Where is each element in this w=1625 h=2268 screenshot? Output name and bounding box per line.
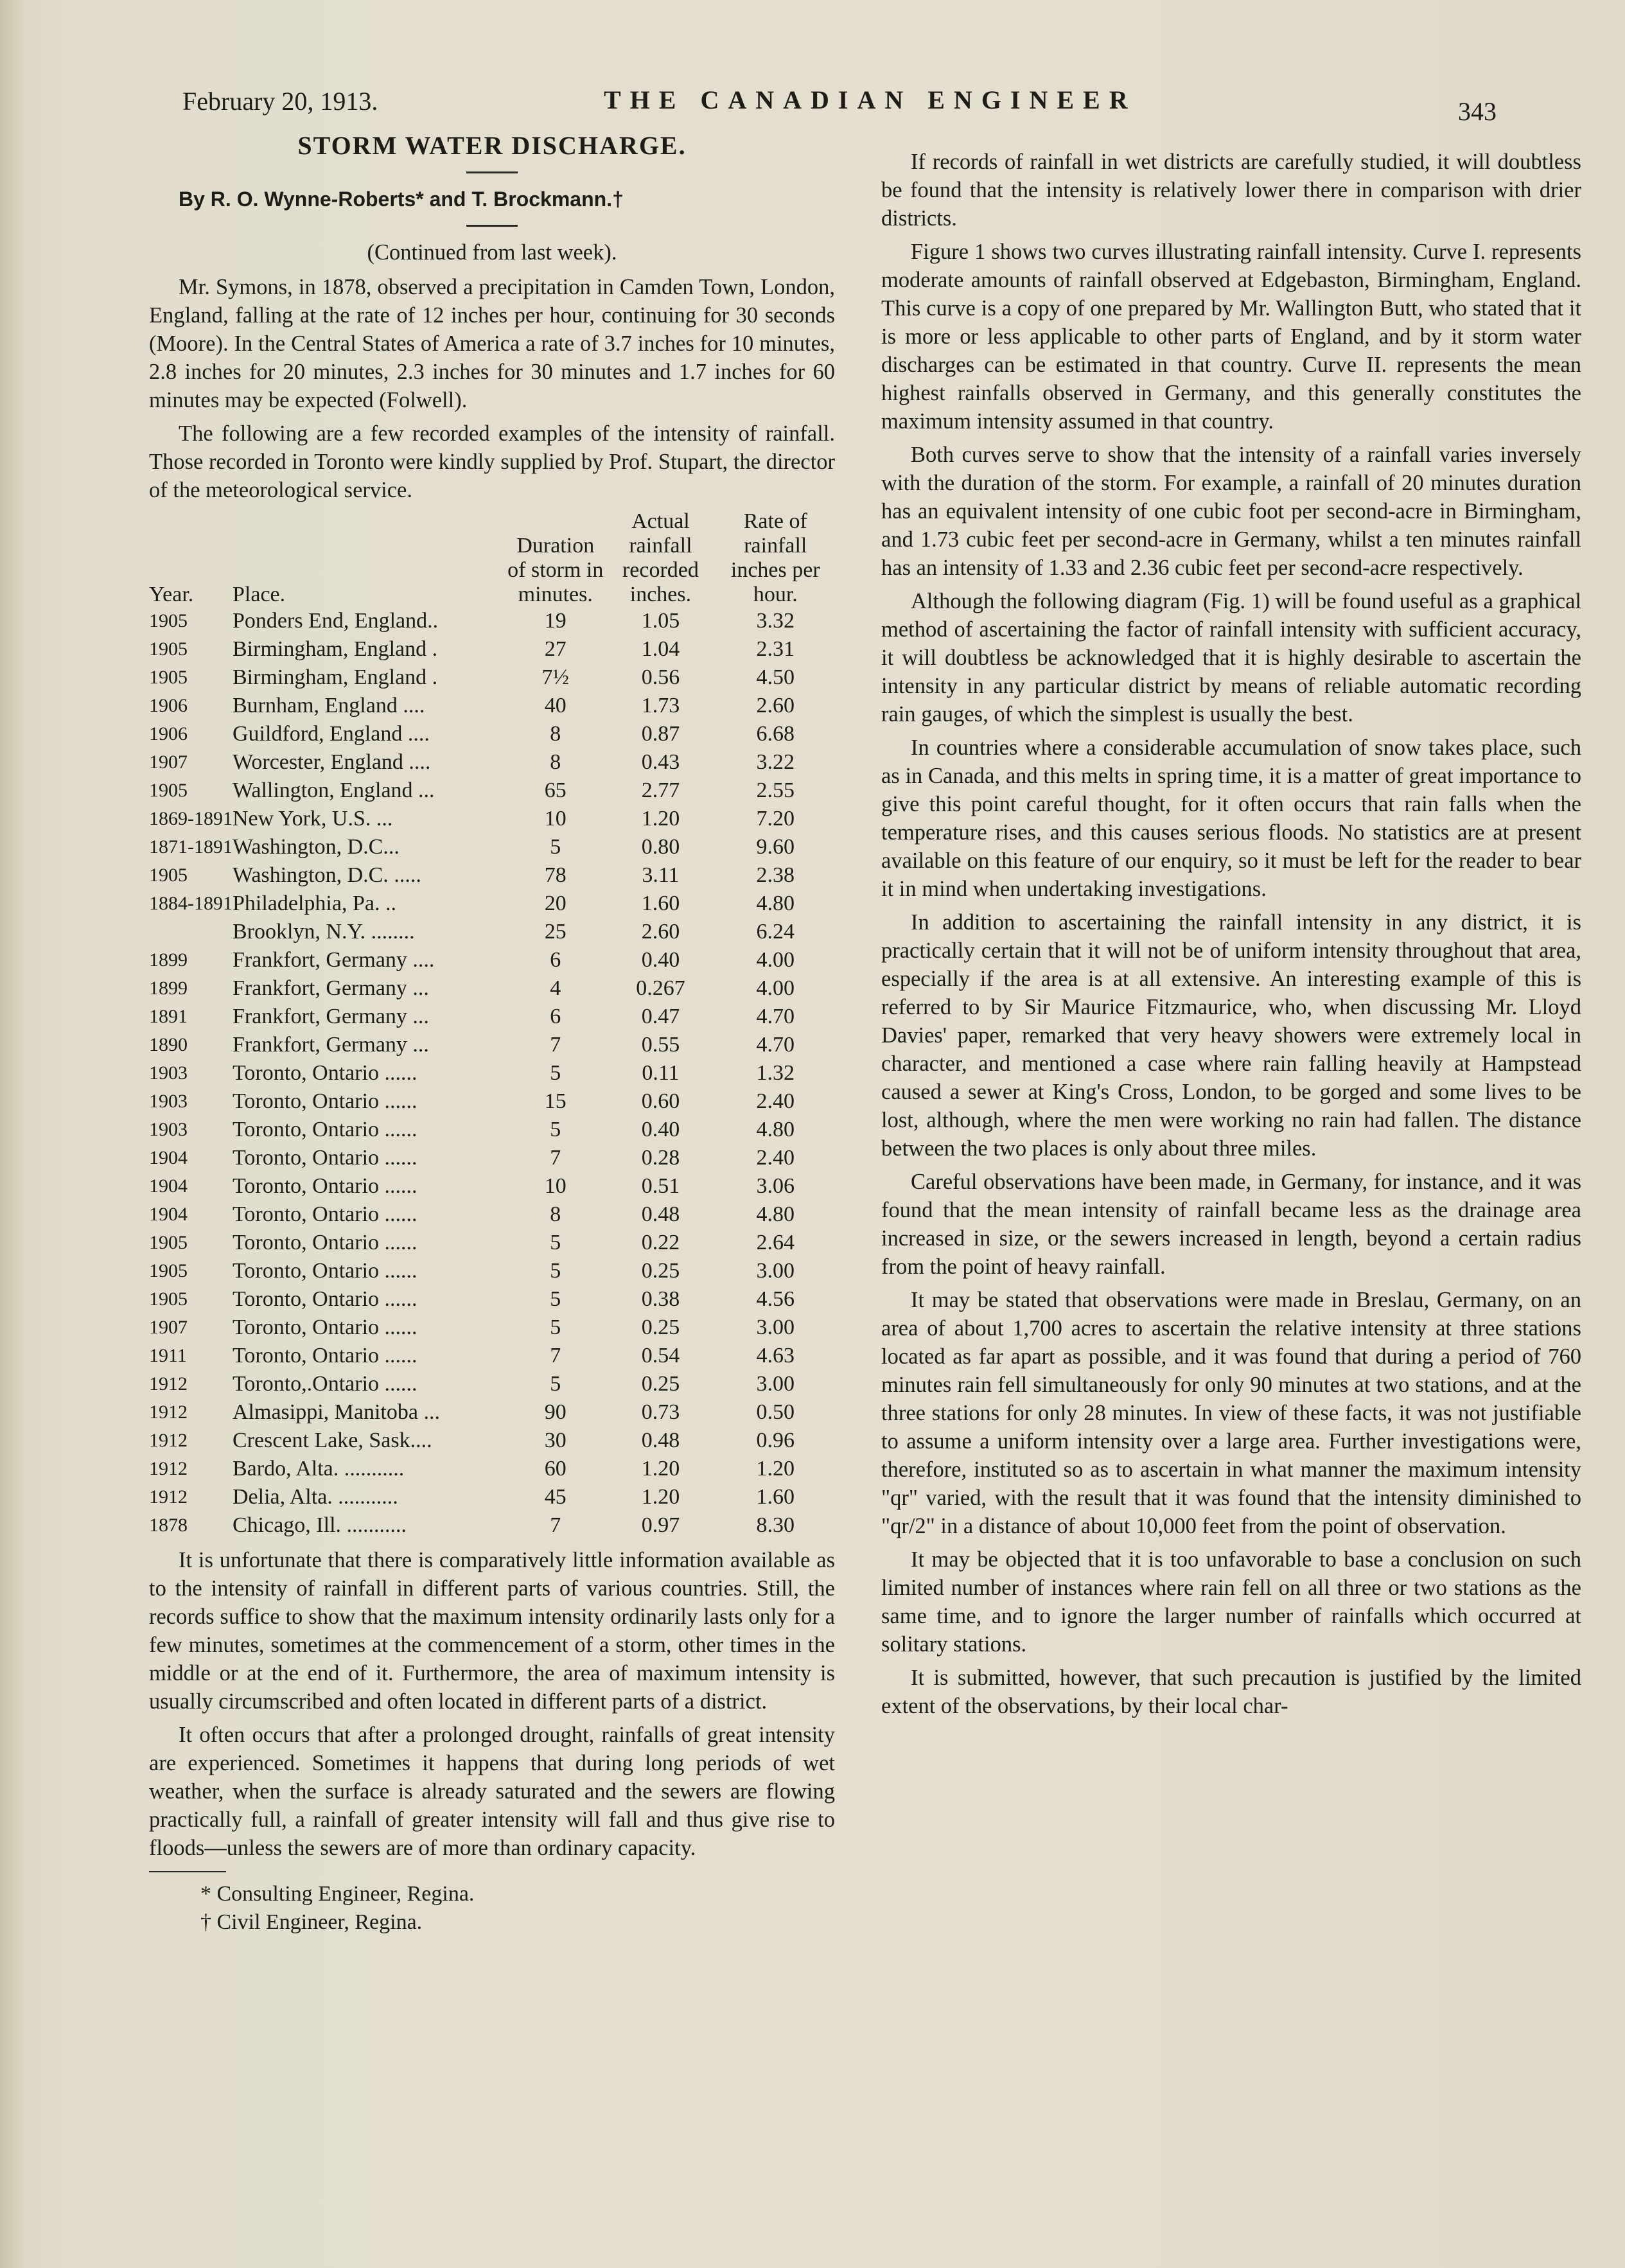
cell-actual: 0.40 (641, 1118, 680, 1141)
cell-rate: 2.60 (756, 694, 795, 717)
cell-actual: 0.55 (641, 1033, 680, 1057)
article-title: STORM WATER DISCHARGE. (297, 131, 687, 160)
cell-year: 1911 (149, 1345, 187, 1366)
cell-year: 1869-1891 (149, 808, 233, 829)
right-paragraph: It may be stated that observations were made in Breslau, Germany, on an area of about 1,700 acres to ascertain the relative intensity at three stations located as far apart as possible, and it was found that during a period of 760 minutes rain fell simultaneously for only 90 minutes at two stations, and at the three stations for only 28 minutes. In view of these facts, it was not justifiable to assume a uniform intensity over a large area. Further investigations were, therefore, instituted so as to ascertain in what manner the maximum intensity "qr" varied, with the result that it was found that the intensity diminished to "qr/2" in a distance of about 10,000 feet from the point of observation. (881, 1288, 1581, 1538)
right-paragraph: If records of rainfall in wet districts are carefully studied, it will doubtless be found that the intensity is relatively lower there in comparison with drier districts. (881, 150, 1581, 231)
table-row (149, 1398, 835, 1427)
table-row (149, 1483, 835, 1511)
footnote-civil: † Civil Engineer, Regina. (200, 1910, 423, 1934)
right-paragraph: Although the following diagram (Fig. 1) will be found useful as a graphical method of ascertaining the factor of rainfall intensity with sufficient accuracy, it will doubtless be acknowledged that it is highly desirable to ascertain the intensity in any particular district by means of reliable automatic recording rain gauges, of which the simplest is usually the best. (881, 589, 1581, 726)
right-paragraph: It is submitted, however, that such precaution is justified by the limited extent of the observations, by their local char- (881, 1666, 1581, 1718)
cell-year: 1903 (149, 1062, 188, 1084)
cell-year: 1905 (149, 638, 188, 660)
header-place: Place. (233, 583, 286, 606)
cell-duration: 25 (544, 920, 567, 944)
cell-place: Burnham, England .... (233, 694, 425, 717)
left-column (149, 132, 835, 1937)
cell-year: 1906 (149, 723, 188, 744)
cell-place: Toronto, Ontario ...... (233, 1118, 417, 1141)
table-row (149, 607, 835, 635)
left-after-paragraph: It often occurs that after a prolonged drought, rainfalls of great intensity are experienced. Sometimes it happens that during long periods of wet weather, when the surface is already saturated and the sewers are flowing practically full, a rainfall of greater intensity will fall and thus give rise to floods—unless the sewers are of more than ordinary capacity. (149, 1723, 835, 1860)
right-paragraphs (881, 148, 1581, 1720)
cell-rate: 2.64 (756, 1231, 795, 1254)
cell-actual: 2.77 (641, 778, 680, 802)
cell-place: Frankfort, Germany .... (233, 948, 435, 972)
footnote-consulting: * Consulting Engineer, Regina. (200, 1882, 475, 1906)
cell-rate: 0.96 (756, 1428, 795, 1452)
cell-place: Toronto, Ontario ...... (233, 1202, 417, 1226)
cell-actual: 0.56 (641, 665, 680, 689)
cell-place: Delia, Alta. ........... (233, 1485, 398, 1509)
cell-duration: 30 (544, 1428, 567, 1452)
cell-actual: 0.97 (641, 1513, 680, 1537)
cell-actual: 0.38 (641, 1287, 680, 1311)
cell-actual: 0.25 (641, 1315, 680, 1339)
cell-duration: 8 (550, 750, 561, 774)
table-row (149, 1511, 835, 1540)
cell-year: 1899 (149, 949, 188, 971)
continued-note: (Continued from last week). (367, 240, 617, 265)
cell-duration: 27 (544, 637, 567, 661)
table-row (149, 974, 835, 1003)
table-row (149, 777, 835, 805)
cell-place: Bardo, Alta. ........... (233, 1457, 405, 1481)
cell-duration: 40 (544, 694, 567, 717)
cell-year: 1907 (149, 1317, 188, 1338)
cell-duration: 5 (550, 1061, 561, 1085)
cell-rate: 4.80 (756, 1118, 795, 1141)
cell-year: 1912 (149, 1373, 188, 1394)
cell-actual: 1.20 (641, 1485, 680, 1509)
left-after-paragraph: It is unfortunate that there is comparatively little information available as to the intensity of rainfall in different parts of various countries. Still, the records suffice to show that the maximum intensity ordinarily lasts only for a few minutes, sometimes at the commencement of a storm, other times in the middle or at the end of it. Furthermore, the area of maximum intensity is usually circumscribed and often located in different parts of a district. (149, 1548, 835, 1714)
right-paragraph: Careful observations have been made, in Germany, for instance, and it was found that the mean intensity of rainfall became less as the drainage area increased in size, or the sewers increased in length, beyond a certain radius from the point of heavy rainfall. (881, 1170, 1581, 1279)
cell-actual: 0.51 (641, 1174, 680, 1198)
cell-rate: 4.00 (756, 976, 795, 1000)
cell-actual: 2.60 (641, 920, 680, 944)
right-paragraph: In addition to ascertaining the rainfall intensity in any district, it is practically certain that it will not be of uniform intensity throughout that area, especially if the area is at all extensive. An interesting example of this is referred to by Sir Maurice Fitzmaurice, who, when discussing Mr. Lloyd Davies' paper, remarked that very heavy showers were extremely local in character, and mentioned a case where rain falling heavily at Hampstead caused a sewer at King's Cross, London, to be gorged and some lives to be lost, although, where the men were working no rain had fallen. The distance between the two places is only about three miles. (881, 910, 1581, 1161)
cell-rate: 9.60 (756, 835, 795, 859)
cell-year: 1905 (149, 1232, 188, 1253)
cell-place: Toronto, Ontario ...... (233, 1174, 417, 1198)
cell-place: Crescent Lake, Sask.... (233, 1428, 432, 1452)
table-row (149, 918, 835, 946)
cell-duration: 90 (544, 1400, 567, 1424)
cell-place: Toronto, Ontario ...... (233, 1089, 417, 1113)
cell-duration: 5 (550, 1118, 561, 1141)
cell-actual: 0.25 (641, 1259, 680, 1283)
cell-rate: 1.32 (756, 1061, 795, 1085)
cell-year: 1912 (149, 1458, 188, 1479)
cell-place: Birmingham, England . (233, 665, 438, 689)
byline-rule (466, 225, 518, 227)
right-paragraph: In countries where a considerable accumulation of snow takes place, such as in Canada, and this melts in spring time, it is a matter of great importance to give this point careful thought, for it often occurs that rain falls when the temperature rises, and this causes serious floods. No statistics are at present available on this feature of our enquiry, so it must be left for the reader to bear it in mind when undertaking investigations. (881, 735, 1581, 901)
left-paragraphs (149, 273, 835, 504)
cell-actual: 3.11 (642, 863, 680, 887)
cell-year: 1903 (149, 1119, 188, 1140)
table-row (149, 1314, 835, 1342)
cell-place: Chicago, Ill. ........... (233, 1513, 407, 1537)
cell-rate: 6.68 (756, 722, 795, 746)
header-duration: Duration of storm in minutes. (507, 534, 604, 606)
cell-actual: 0.25 (641, 1372, 680, 1396)
cell-year: 1905 (149, 1288, 188, 1310)
issue-date: February 20, 1913. (182, 87, 378, 116)
cell-place: Ponders End, England.. (233, 609, 439, 633)
cell-place: Washington, D.C... (233, 835, 400, 859)
left-paragraph: The following are a few recorded examples of the intensity of rainfall. Those recorded in Toronto were kindly supplied by Prof. Stupart, the director of the meteorological service. (149, 421, 835, 502)
cell-rate: 3.32 (756, 609, 795, 633)
cell-year: 1899 (149, 978, 188, 999)
table-row (149, 1285, 835, 1314)
cell-year: 1912 (149, 1486, 188, 1508)
cell-duration: 7½ (541, 665, 570, 689)
cell-place: Toronto, Ontario ...... (233, 1344, 417, 1367)
cell-rate: 3.22 (756, 750, 795, 774)
header-actual: Actual rainfall recorded inches. (622, 509, 699, 606)
cell-year: 1871-1891 (149, 836, 233, 857)
cell-rate: 3.00 (756, 1259, 795, 1283)
table-row (149, 1087, 835, 1116)
article-byline: By R. O. Wynne-Roberts* and T. Brockmann.† (179, 188, 624, 211)
cell-place: Wallington, England ... (233, 778, 435, 802)
table-row (149, 1229, 835, 1257)
header-rate: Rate of rainfall inches per hour. (730, 509, 820, 606)
cell-year: 1912 (149, 1430, 188, 1451)
cell-rate: 6.24 (756, 920, 795, 944)
cell-year: 1903 (149, 1091, 188, 1112)
cell-year: 1906 (149, 695, 188, 716)
cell-actual: 0.73 (641, 1400, 680, 1424)
cell-year: 1904 (149, 1175, 188, 1197)
table-row (149, 720, 835, 748)
table-row (149, 1003, 835, 1031)
cell-actual: 0.80 (641, 835, 680, 859)
rainfall-table-body (149, 607, 835, 1540)
cell-actual: 0.11 (642, 1061, 680, 1085)
cell-duration: 15 (544, 1089, 567, 1113)
table-row (149, 692, 835, 720)
right-paragraph: Both curves serve to show that the intensity of a rainfall varies inversely with the duration of the storm. For example, a rainfall of 20 minutes duration has an equivalent intensity of one cubic foot per second-acre in Birmingham, and 1.73 cubic feet per second-acre in Germany, whilst a ten minutes rainfall has an intensity of 1.33 and 2.36 cubic feet per second-acre respectively. (881, 443, 1581, 580)
table-row (149, 748, 835, 777)
cell-duration: 5 (550, 1372, 561, 1396)
cell-duration: 78 (544, 863, 567, 887)
cell-rate: 4.70 (756, 1005, 795, 1028)
cell-place: Worcester, England .... (233, 750, 431, 774)
cell-rate: 2.38 (756, 863, 795, 887)
cell-rate: 4.56 (756, 1287, 795, 1311)
footnote-rule (149, 1871, 226, 1872)
left-paragraph: Mr. Symons, in 1878, observed a precipitation in Camden Town, London, England, falling at the rate of 12 inches per hour, continuing for 30 seconds (Moore). In the Central States of America a rate of 3.7 inches for 10 minutes, 2.8 inches for 20 minutes, 2.3 inches for 30 minutes and 1.7 inches for 60 minutes may be expected (Folwell). (149, 275, 835, 412)
table-row (149, 833, 835, 861)
cell-duration: 4 (550, 976, 561, 1000)
cell-rate: 2.40 (756, 1146, 795, 1170)
cell-year: 1907 (149, 752, 188, 773)
cell-actual: 0.47 (641, 1005, 680, 1028)
cell-rate: 4.00 (756, 948, 795, 972)
table-row (149, 946, 835, 974)
table-row (149, 1031, 835, 1059)
cell-rate: 7.20 (756, 807, 795, 831)
cell-year: 1890 (149, 1034, 188, 1055)
cell-duration: 10 (544, 1174, 567, 1198)
cell-duration: 7 (550, 1033, 561, 1057)
cell-year: 1904 (149, 1147, 188, 1168)
cell-year: 1884-1891 (149, 893, 233, 914)
cell-duration: 65 (544, 778, 567, 802)
cell-duration: 10 (544, 807, 567, 831)
cell-place: Guildford, England .... (233, 722, 430, 746)
cell-actual: 0.48 (641, 1202, 680, 1226)
cell-place: Toronto, Ontario ...... (233, 1231, 417, 1254)
cell-rate: 3.00 (756, 1315, 795, 1339)
cell-actual: 1.73 (641, 694, 680, 717)
page-number: 343 (1458, 97, 1497, 126)
cell-place: Brooklyn, N.Y. ........ (233, 920, 415, 944)
cell-duration: 5 (550, 1231, 561, 1254)
cell-rate: 2.40 (756, 1089, 795, 1113)
cell-actual: 1.20 (641, 807, 680, 831)
cell-rate: 2.31 (756, 637, 795, 661)
cell-duration: 5 (550, 1287, 561, 1311)
cell-rate: 1.60 (756, 1485, 795, 1509)
cell-year: 1891 (149, 1006, 188, 1027)
cell-place: Frankfort, Germany ... (233, 1005, 429, 1028)
cell-rate: 4.70 (756, 1033, 795, 1057)
table-row (149, 664, 835, 692)
cell-actual: 0.28 (641, 1146, 680, 1170)
right-paragraph: Figure 1 shows two curves illustrating rainfall intensity. Curve I. represents moderate amounts of rainfall observed at Edgebaston, Birmingham, England. This curve is a copy of one prepared by Mr. Wallington Butt, who stated that it is more or less applicable to other parts of England, and by it storm water discharges can be estimated in that country. Curve II. represents the mean highest rainfalls observed in Germany, and this generally constitutes the maximum intensity assumed in that country. (881, 240, 1581, 434)
cell-year: 1878 (149, 1515, 188, 1536)
cell-duration: 7 (550, 1344, 561, 1367)
cell-rate: 4.63 (756, 1344, 795, 1367)
header-year: Year. (149, 583, 194, 606)
cell-place: Washington, D.C. ..... (233, 863, 421, 887)
table-row (149, 1144, 835, 1172)
cell-rate: 8.30 (756, 1513, 795, 1537)
cell-duration: 6 (550, 1005, 561, 1028)
cell-actual: 1.60 (641, 892, 680, 915)
cell-place: Birmingham, England . (233, 637, 438, 661)
table-row (149, 1342, 835, 1370)
right-paragraph: It may be objected that it is too unfavorable to base a conclusion on such limited number of instances where rain fell on all three or two stations as the same time, and to ignore the larger number of rainfalls which occurred at solitary stations. (881, 1547, 1581, 1657)
footnotes (149, 1871, 835, 1937)
table-row (149, 1455, 835, 1483)
cell-rate: 3.00 (756, 1372, 795, 1396)
cell-actual: 0.22 (641, 1231, 680, 1254)
cell-rate: 4.50 (756, 665, 795, 689)
cell-duration: 5 (550, 1315, 561, 1339)
cell-place: Almasippi, Manitoba ... (233, 1400, 440, 1424)
cell-year: 1905 (149, 667, 188, 688)
cell-actual: 0.43 (641, 750, 680, 774)
cell-rate: 4.80 (756, 1202, 795, 1226)
cell-duration: 7 (550, 1146, 561, 1170)
cell-actual: 0.60 (641, 1089, 680, 1113)
cell-duration: 60 (544, 1457, 567, 1481)
journal-title: THE CANADIAN ENGINEER (604, 85, 1137, 114)
cell-rate: 3.06 (756, 1174, 795, 1198)
cell-place: Toronto, Ontario ...... (233, 1259, 417, 1283)
page-header (0, 82, 1625, 126)
cell-duration: 20 (544, 892, 567, 915)
table-row (149, 1172, 835, 1200)
cell-place: Toronto, Ontario ...... (233, 1146, 417, 1170)
cell-place: Toronto,.Ontario ...... (233, 1372, 417, 1396)
table-row (149, 1427, 835, 1455)
rainfall-table (149, 509, 835, 1540)
cell-place: Toronto, Ontario ...... (233, 1315, 417, 1339)
cell-duration: 8 (550, 722, 561, 746)
title-rule (466, 171, 518, 173)
cell-place: Toronto, Ontario ...... (233, 1061, 417, 1085)
table-row (149, 1200, 835, 1229)
cell-year: 1905 (149, 865, 188, 886)
cell-actual: 0.40 (641, 948, 680, 972)
cell-year: 1905 (149, 780, 188, 801)
cell-actual: 0.87 (641, 722, 680, 746)
table-row (149, 805, 835, 833)
cell-year: 1905 (149, 1260, 188, 1281)
cell-year: 1904 (149, 1204, 188, 1225)
cell-place: Frankfort, Germany ... (233, 1033, 429, 1057)
cell-place: New York, U.S. ... (233, 807, 393, 831)
cell-actual: 1.04 (641, 637, 680, 661)
cell-duration: 5 (550, 835, 561, 859)
cell-duration: 5 (550, 1259, 561, 1283)
cell-place: Toronto, Ontario ...... (233, 1287, 417, 1311)
cell-year: 1905 (149, 610, 188, 631)
cell-rate: 4.80 (756, 892, 795, 915)
cell-rate: 1.20 (756, 1457, 795, 1481)
cell-rate: 2.55 (756, 778, 795, 802)
table-row (149, 861, 835, 890)
table-row (149, 1257, 835, 1285)
cell-actual: 1.05 (641, 609, 680, 633)
cell-actual: 1.20 (641, 1457, 680, 1481)
cell-duration: 45 (544, 1485, 567, 1509)
cell-rate: 0.50 (756, 1400, 795, 1424)
cell-year: 1912 (149, 1402, 188, 1423)
table-header-row (149, 509, 835, 607)
cell-actual: 0.54 (641, 1344, 680, 1367)
left-paragraphs-after (149, 1546, 835, 1862)
table-row (149, 1370, 835, 1398)
cell-duration: 6 (550, 948, 561, 972)
table-row (149, 635, 835, 664)
table-row (149, 890, 835, 918)
cell-duration: 7 (550, 1513, 561, 1537)
cell-place: Philadelphia, Pa. .. (233, 892, 396, 915)
table-row (149, 1059, 835, 1087)
cell-duration: 19 (544, 609, 567, 633)
cell-place: Frankfort, Germany ... (233, 976, 429, 1000)
cell-actual: 0.48 (641, 1428, 680, 1452)
cell-actual: 0.267 (636, 976, 685, 1000)
right-column (881, 148, 1581, 1725)
table-row (149, 1116, 835, 1144)
cell-duration: 8 (550, 1202, 561, 1226)
cell-year (149, 918, 233, 946)
